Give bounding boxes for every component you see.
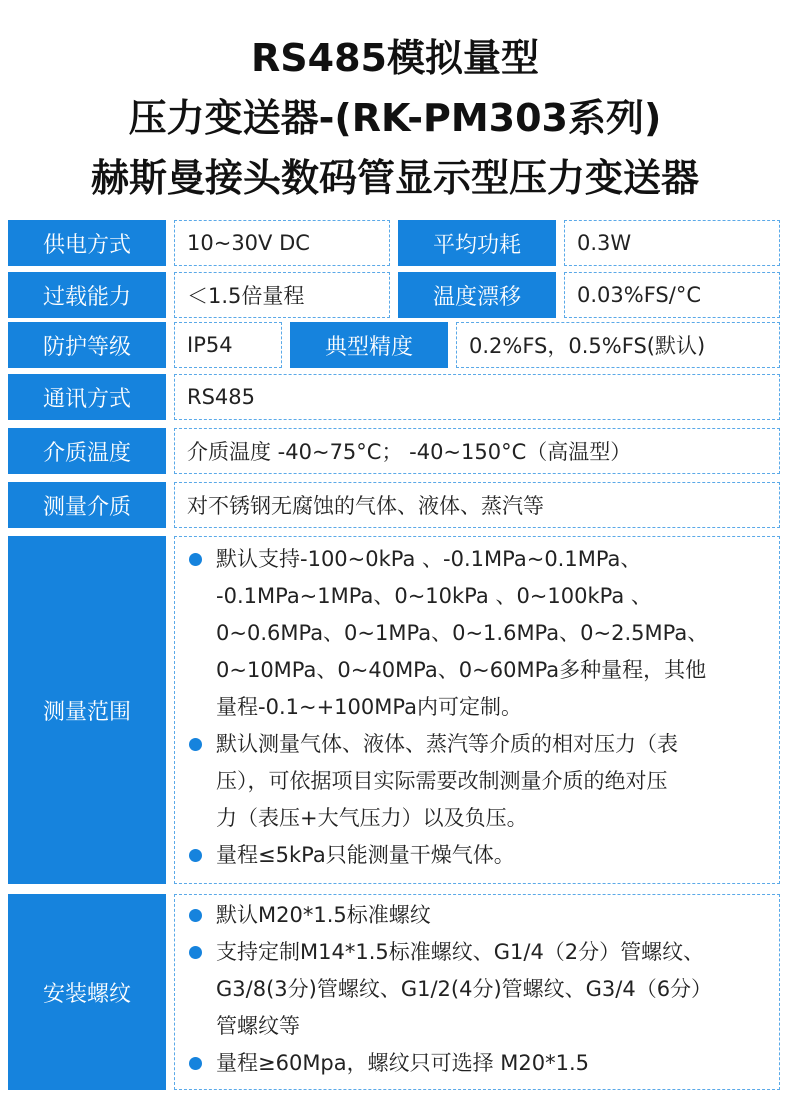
value-power-supply: 10~30V DC [174, 220, 390, 266]
label-comm: 通讯方式 [8, 374, 166, 420]
title-line-1: RS485模拟量型 [251, 36, 539, 80]
list-item: 量程≤5kPa只能测量干燥气体。 [187, 837, 769, 874]
list-item: 默认支持-100~0kPa 、-0.1MPa~0.1MPa、 -0.1MPa~1MPa、0~10kPa 、0~100kPa 、 0~0.6MPa、0~1MPa、0~1.6MPa、0~2.5MPa、 0~10MPa、0~40MPa、0~60MPa多种量程，其他 量程-0.1~+100MPa内可定制。 [187, 541, 769, 726]
list-item: 量程≥60Mpa，螺纹只可选择 M20*1.5 [187, 1045, 769, 1082]
title-line-3: 赫斯曼接头数码管显示型压力变送器 [90, 156, 699, 200]
range-list [174, 536, 780, 884]
bullet-icon [189, 849, 202, 862]
bullet-icon [189, 1057, 202, 1070]
label-thread: 安装螺纹 [8, 894, 166, 1090]
label-temp-drift: 温度漂移 [398, 272, 556, 318]
list-item: 默认测量气体、液体、蒸汽等介质的相对压力（表 压），可依据项目实际需要改制测量介质的绝对压 力（表压+大气压力）以及负压。 [187, 726, 769, 837]
value-medium: 对不锈钢无腐蚀的气体、液体、蒸汽等 [174, 482, 780, 528]
label-protection: 防护等级 [8, 322, 166, 368]
label-range: 测量范围 [8, 536, 166, 884]
bullet-icon [189, 553, 202, 566]
label-medium-temp: 介质温度 [8, 428, 166, 474]
value-avg-power: 0.3W [564, 220, 780, 266]
thread-list [174, 894, 780, 1090]
label-accuracy: 典型精度 [290, 322, 448, 368]
list-item: 支持定制M14*1.5标准螺纹、G1/4（2分）管螺纹、 G3/8(3分)管螺纹、G1/2(4分)管螺纹、G3/4（6分） 管螺纹等 [187, 934, 769, 1045]
bullet-icon [189, 946, 202, 959]
list-item: 默认M20*1.5标准螺纹 [187, 897, 769, 934]
value-protection: IP54 [174, 322, 282, 368]
label-overload: 过载能力 [8, 272, 166, 318]
value-overload: ＜1.5倍量程 [174, 272, 390, 318]
label-avg-power: 平均功耗 [398, 220, 556, 266]
value-medium-temp: 介质温度 -40~75°C； -40~150°C（高温型） [174, 428, 780, 474]
value-comm: RS485 [174, 374, 780, 420]
title-line-2: 压力变送器-(RK-PM303系列) [128, 96, 662, 140]
label-medium: 测量介质 [8, 482, 166, 528]
label-power-supply: 供电方式 [8, 220, 166, 266]
bullet-icon [189, 909, 202, 922]
bullet-icon [189, 738, 202, 751]
value-accuracy: 0.2%FS，0.5%FS(默认) [456, 322, 780, 368]
value-temp-drift: 0.03%FS/°C [564, 272, 780, 318]
